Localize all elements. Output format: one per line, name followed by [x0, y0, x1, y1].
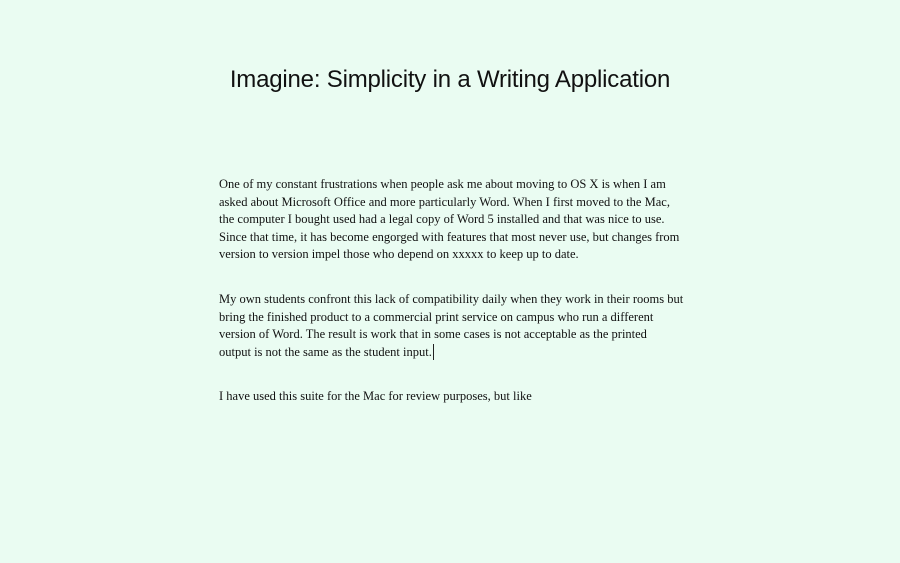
text-line: the computer I bought used had a legal copy of Word 5 installed and that was nice to use. — [219, 212, 665, 227]
paragraph-1[interactable] — [219, 176, 687, 264]
text-line: output is not the same as the student input. — [219, 344, 432, 359]
text-line: Since that time, it has become engorged with features that most never use, but changes from — [219, 229, 680, 244]
text-line: My own students confront this lack of compatibility daily when they work in their rooms but — [219, 291, 684, 306]
document-body[interactable] — [219, 176, 687, 433]
text-line-with-caret — [219, 344, 687, 362]
text-cursor — [433, 344, 434, 360]
text-line: I have used this suite for the Mac for review purposes, but like — [219, 389, 532, 404]
text-line: asked about Microsoft Office and more particularly Word. When I first moved to the Mac, — [219, 194, 670, 209]
paragraph-2[interactable] — [219, 291, 687, 361]
document-title[interactable]: Imagine: Simplicity in a Writing Application — [229, 66, 671, 93]
paragraph-3[interactable] — [219, 388, 687, 406]
text-line: version of Word. The result is work that in some cases is not acceptable as the printed — [219, 327, 647, 342]
text-line: version to version impel those who depend on xxxxx to keep up to date. — [219, 247, 579, 262]
text-line: bring the finished product to a commercial print service on campus who run a different — [219, 309, 654, 324]
text-line: One of my constant frustrations when people ask me about moving to OS X is when I am — [219, 177, 666, 191]
